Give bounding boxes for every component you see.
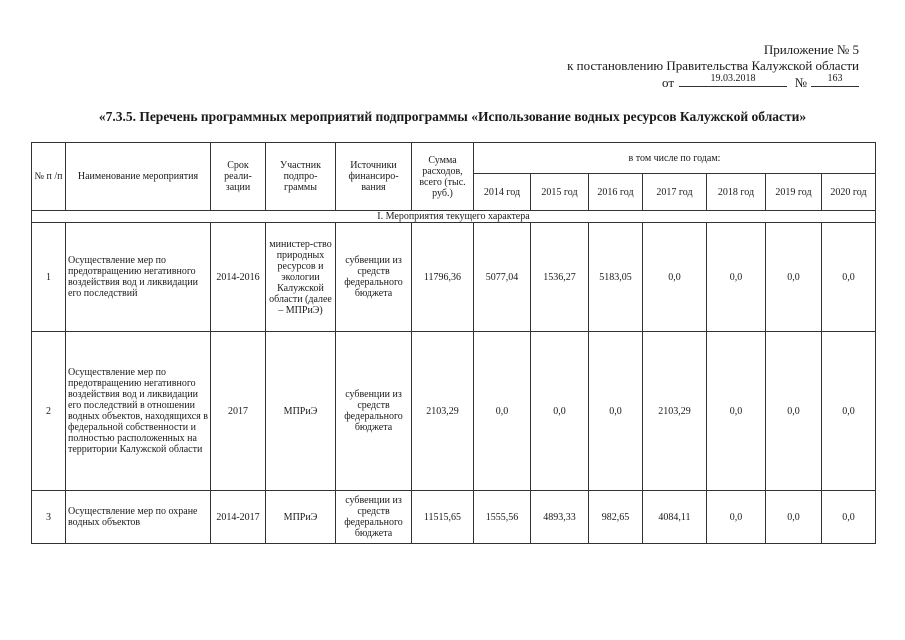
row-year-value: 0,0	[707, 223, 766, 332]
row-participant: МПРиЭ	[266, 332, 336, 491]
header-year: 2017 год	[643, 174, 707, 211]
row-num: 3	[32, 491, 66, 544]
row-year-value: 0,0	[643, 223, 707, 332]
appendix-block	[439, 42, 859, 92]
row-year-value: 0,0	[822, 332, 876, 491]
header-year: 2016 год	[589, 174, 643, 211]
header-name: Наименование мероприятия	[66, 143, 211, 211]
header-year: 2020 год	[822, 174, 876, 211]
row-year-value: 0,0	[766, 223, 822, 332]
row-year-value: 0,0	[766, 491, 822, 544]
measures-table	[31, 142, 876, 544]
number-label: №	[794, 75, 807, 90]
section-title: I. Мероприятия текущего характера	[32, 211, 876, 223]
page-bottom-whitespace	[0, 546, 905, 640]
row-year-value: 0,0	[531, 332, 589, 491]
appendix-title: Приложение № 5	[763, 42, 859, 57]
row-year-value: 0,0	[766, 332, 822, 491]
row-source: субвенции из средств федерального бюджета	[336, 491, 412, 544]
row-year-value: 0,0	[707, 491, 766, 544]
from-label: от	[661, 75, 674, 90]
document-title: «7.3.5. Перечень программных мероприятий подпрограммы «Использование водных ресурсов Калужской области»	[98, 109, 807, 124]
row-year-value: 1536,27	[531, 223, 589, 332]
decree-number: 163	[811, 71, 859, 87]
row-year-value: 4893,33	[531, 491, 589, 544]
header-num: № п /п	[32, 143, 66, 211]
appendix-decree: к постановлению Правительства Калужской области	[567, 58, 859, 73]
appendix-date-line	[439, 74, 859, 92]
row-year-value: 1555,56	[474, 491, 531, 544]
row-year-value: 0,0	[707, 332, 766, 491]
row-year-value: 982,65	[589, 491, 643, 544]
header-year: 2018 год	[707, 174, 766, 211]
row-participant: МПРиЭ	[266, 491, 336, 544]
row-term: 2014-2016	[211, 223, 266, 332]
row-term: 2017	[211, 332, 266, 491]
header-total: Сумма расходов, всего (тыс. руб.)	[412, 143, 474, 211]
row-total: 2103,29	[412, 332, 474, 491]
row-year-value: 0,0	[589, 332, 643, 491]
header-year: 2014 год	[474, 174, 531, 211]
table-row	[32, 491, 876, 544]
row-year-value: 0,0	[474, 332, 531, 491]
header-row	[32, 143, 876, 174]
row-year-value: 5183,05	[589, 223, 643, 332]
header-year: 2019 год	[766, 174, 822, 211]
table-row	[32, 223, 876, 332]
row-year-value: 0,0	[822, 491, 876, 544]
header-term: Срок реали-зации	[211, 143, 266, 211]
header-participants: Участник подпро-граммы	[266, 143, 336, 211]
table-row	[32, 332, 876, 491]
decree-date: 19.03.2018	[679, 71, 787, 87]
row-name: Осуществление мер по охране водных объектов	[66, 491, 211, 544]
row-num: 2	[32, 332, 66, 491]
row-name: Осуществление мер по предотвращению негативного воздействия вод и ликвидации его последствий в отношении водных объектов, находящихся в федеральной собственности и полностью расположенных на территории Калужской области	[66, 332, 211, 491]
row-source: субвенции из средств федерального бюджета	[336, 332, 412, 491]
header-year: 2015 год	[531, 174, 589, 211]
row-source: субвенции из средств федерального бюджета	[336, 223, 412, 332]
row-term: 2014-2017	[211, 491, 266, 544]
row-total: 11515,65	[412, 491, 474, 544]
header-sources: Источники финансиро-вания	[336, 143, 412, 211]
row-num: 1	[32, 223, 66, 332]
row-participant: министер-ство природных ресурсов и экологии Калужской области (далее – МПРиЭ)	[266, 223, 336, 332]
row-year-value: 4084,11	[643, 491, 707, 544]
section-row	[32, 211, 876, 223]
header-by-years: в том числе по годам:	[474, 143, 876, 174]
row-year-value: 2103,29	[643, 332, 707, 491]
row-year-value: 0,0	[822, 223, 876, 332]
row-total: 11796,36	[412, 223, 474, 332]
row-name: Осуществление мер по предотвращению негативного воздействия вод и ликвидации его последствий	[66, 223, 211, 332]
row-year-value: 5077,04	[474, 223, 531, 332]
